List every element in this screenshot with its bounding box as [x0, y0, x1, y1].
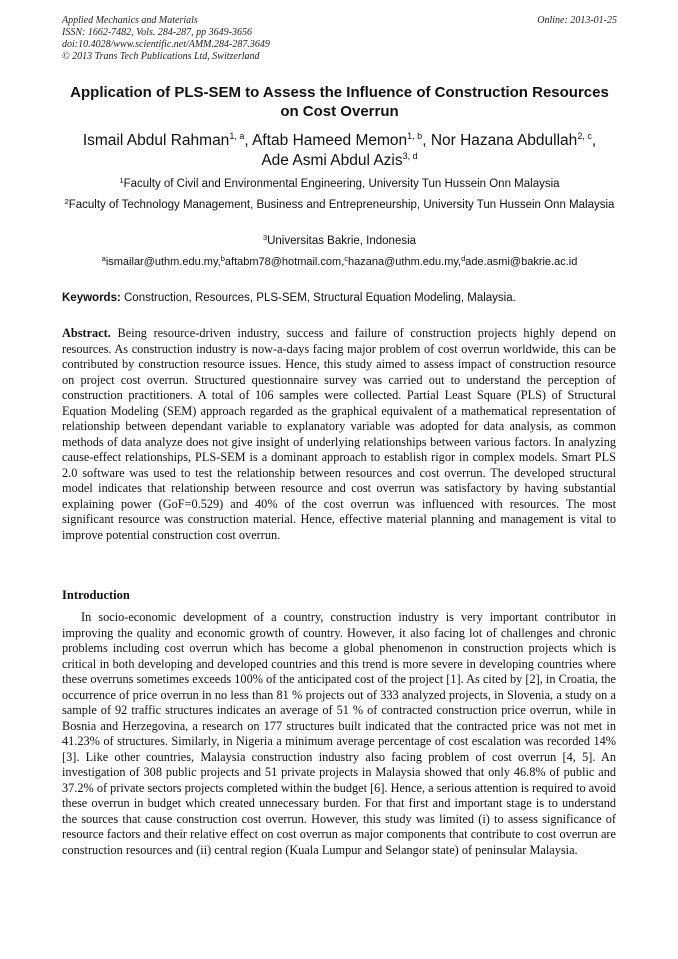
email-list	[62, 254, 617, 270]
keywords-label: Keywords:	[62, 292, 121, 304]
email-link[interactable]: hazana@uthm.edu.my,	[348, 256, 462, 268]
author-sup: 3, d	[402, 151, 418, 161]
journal-header	[62, 15, 617, 63]
journal-name: Applied Mechanics and Materials	[62, 15, 198, 26]
author-name: Ismail Abdul Rahman	[82, 132, 230, 149]
affiliation-sup: 3	[262, 233, 268, 242]
affiliation-3	[62, 233, 617, 249]
affiliation-sup: 1	[119, 176, 124, 185]
affiliation-2	[62, 197, 617, 213]
introduction-heading: Introduction	[62, 588, 130, 602]
email-sup: b	[220, 254, 225, 263]
doi-line[interactable]: doi:10.4028/www.scientific.net/AMM.284-287.3649	[62, 39, 270, 50]
author-name: Ade Asmi Abdul Azis	[261, 152, 403, 169]
email-sup: a	[101, 254, 106, 263]
affiliation-text: Faculty of Technology Management, Business and Entrepreneurship, University Tun Hussein Onn Malaysia	[68, 199, 615, 211]
paper-title: Application of PLS-SEM to Assess the Influence of Construction Resources on Cost Overrun	[70, 84, 609, 120]
email-link[interactable]: aftabm78@hotmail.com,	[224, 256, 345, 268]
abstract-text: Being resource-driven industry, success and failure of construction projects highly depend on resources. As construction industry is now-a-days facing major problem of cost overrun worldwide, this can be contributed by construction resource issues. Hence, this study aimed to assess impact of construction resource on project cost overrun. Structured questionnaire survey was carried out to understand the perception of construction practitioners. A total of 106 samples were collected. Partial Least Square (PLS) of Structural Equation Modeling (SEM) approach regarded as the graphical equivalent of a mathematical representation of relationship between dependant variable to explanatory variable was adopted for data analysis, as common methods of data analyze does not give insight of underlying relationships between various factors. In analyzing cause-effect relationships, PLS-SEM is a dominant approach to establish rigor in complex models. Smart PLS 2.0 software was used to test the relationship between resources and cost overrun. The developed structural model indicates that relationship between resource and cost overrun was satisfactory by having substantial explaining power (GoF=0.529) and 40% of the cost overrun was influenced with resources. The most significant resource was construction material. Hence, effective material planning and management is vital to improve potential construction cost overrun.	[62, 326, 617, 542]
online-date: Online: 2013-01-25	[537, 15, 617, 26]
author-sup: 1, b	[407, 131, 423, 141]
email-link[interactable]: ade.asmi@bakrie.ac.id	[465, 256, 578, 268]
copyright-line: © 2013 Trans Tech Publications Ltd, Switzerland	[62, 51, 260, 62]
abstract-label: Abstract.	[62, 326, 111, 340]
email-sup: c	[344, 254, 349, 263]
author-sup: 1, a	[229, 131, 245, 141]
keywords-text: Construction, Resources, PLS-SEM, Structural Equation Modeling, Malaysia.	[124, 292, 516, 304]
keywords	[62, 290, 617, 306]
email-sup: d	[461, 254, 466, 263]
email-link[interactable]: ismailar@uthm.edu.my,	[105, 256, 221, 268]
author-list: Ismail Abdul Rahman$^{1, a}$, Aftab Hameed Memon$^{1, b}$, Nor Hazana Abdullah$^{2, c}$, Ade Asmi Abdul Azis$^{3, d}$	[82, 131, 597, 169]
affiliation-text: Faculty of Civil and Environmental Engineering, University Tun Hussein Onn Malaysia	[123, 178, 560, 190]
introduction-paragraph: In socio-economic development of a country, construction industry is very important contributor in improving the quality and economic growth of country. However, it also facing lot of challenges and chronic problems including cost overrun which has become a global phenomenon in construction projects which is critical in both developing and developed countries and this trend is more severe in developing countries where these overruns sometimes exceeds 100% of the anticipated cost of the project [1]. As cited by [2], in Croatia, the occurrence of price overrun in no less than 81 % projects out of 333 analyzed projects, in Slovenia, a study on a sample of 92 traffic structures indicates an average of 51 % of contracted construction price overrun, while in Bosnia and Herzegovina, a research on 177 structures built indicated that the contracted price was not met in 41.23% of structures. Similarly, in Nigeria a minimum average percentage of cost escalation was recorded 14% [3]. Like other countries, Malaysia construction industry also facing problem of cost overrun [4, 5]. An investigation of 308 public projects and 51 private projects in Malaysia showed that only 46.8% of public and 37.2% of private sectors projects completed within the budget [6]. Hence, a serious attention is required to avoid these overrun in budget which created unnecessary burden. For that first and important stage is to understand the sources that cause construction cost overrun. However, this study was limited (i) to assess significance of resource factors and their relative effect on cost overrun as major components that contribute to cost overrun are construction resources and (ii) central region (Kuala Lumpur and Selangor state) of peninsular Malaysia.	[62, 610, 616, 857]
affiliation-1	[62, 176, 617, 192]
affiliation-text: Universitas Bakrie, Indonesia	[267, 235, 417, 247]
abstract	[62, 326, 616, 543]
author-name: Nor Hazana Abdullah	[430, 132, 578, 149]
affiliation-sup: 2	[64, 197, 69, 206]
author-sup: 2, c	[577, 131, 592, 141]
author-name: Aftab Hameed Memon	[252, 132, 408, 149]
issn-line: ISSN: 1662-7482, Vols. 284-287, pp 3649-3656	[62, 27, 252, 38]
